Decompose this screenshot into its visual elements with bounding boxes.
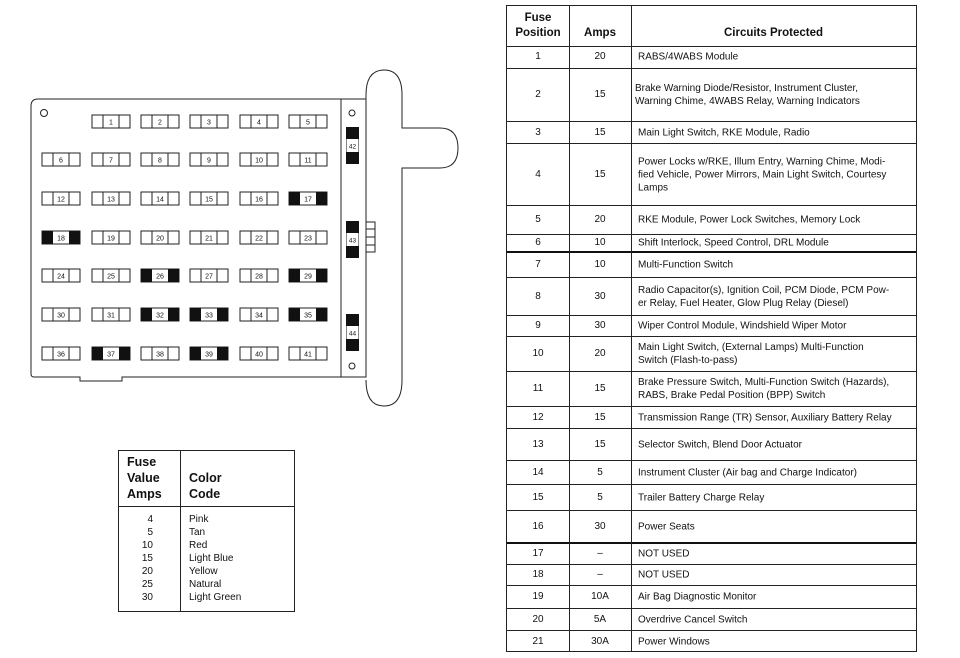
legend-row: 25 Natural bbox=[141, 579, 222, 590]
mounting-bracket bbox=[366, 70, 458, 406]
circuits-protected bbox=[638, 491, 908, 504]
legend-header-amps: Fuse Value Amps bbox=[119, 451, 181, 506]
fuse-label: 26 bbox=[156, 273, 164, 281]
fuse-27 bbox=[190, 269, 228, 282]
circuit-line: Main Light Switch, RKE Module, Radio bbox=[638, 127, 810, 138]
fuse-label: 17 bbox=[304, 196, 312, 204]
legend-row: 30 Light Green bbox=[141, 592, 242, 603]
relay-42 bbox=[346, 127, 359, 164]
fuse-amps: 5A bbox=[593, 613, 607, 625]
fuse-22 bbox=[240, 231, 278, 244]
fuse-position: 19 bbox=[532, 591, 544, 602]
fuse-1 bbox=[92, 115, 130, 128]
circuit-line: Warning Chime, 4WABS Relay, Warning Indicators bbox=[635, 96, 860, 107]
circuit-line: RABS/4WABS Module bbox=[638, 51, 739, 63]
relay-label: 43 bbox=[348, 237, 357, 245]
fuse-position: 21 bbox=[532, 636, 544, 647]
header-amps: Amps bbox=[584, 27, 616, 39]
fuse-position: 3 bbox=[535, 126, 541, 138]
circuits-protected bbox=[638, 466, 908, 479]
fuse-label: 16 bbox=[255, 196, 263, 204]
circuit-line: NOT USED bbox=[638, 548, 690, 560]
fuse-position: 8 bbox=[535, 290, 541, 302]
fuse-position: 2 bbox=[535, 89, 541, 100]
legend-row: 4 Pink bbox=[147, 514, 209, 525]
fuse-amps: – bbox=[597, 548, 603, 559]
fuse-33 bbox=[190, 308, 228, 321]
fuse-label: 40 bbox=[255, 351, 263, 359]
fuse-amps: 20 bbox=[594, 214, 606, 225]
fuse-5 bbox=[289, 115, 327, 128]
fuse-label: 15 bbox=[205, 196, 213, 204]
fuse-label: 25 bbox=[107, 273, 115, 281]
fuse-8 bbox=[141, 153, 179, 166]
header-fuse-position: Fuse Position bbox=[515, 12, 561, 39]
circuits-protected bbox=[638, 320, 908, 333]
circuits-protected bbox=[638, 237, 908, 250]
fuse-label: 19 bbox=[107, 235, 115, 243]
fuse-35 bbox=[289, 308, 327, 321]
fuse-circuit-table bbox=[506, 5, 917, 652]
legend-row: 10 Red bbox=[141, 540, 208, 551]
circuit-line: NOT USED bbox=[638, 569, 690, 581]
fuse-position: 14 bbox=[532, 466, 544, 478]
fuse-label: 1 bbox=[109, 119, 113, 127]
fuse-amps: 10 bbox=[594, 259, 606, 270]
fuse-position: 10 bbox=[532, 348, 544, 359]
fuse-label: 32 bbox=[156, 312, 164, 320]
fuse-6 bbox=[42, 153, 80, 166]
fuse-34 bbox=[240, 308, 278, 321]
fuse-15 bbox=[190, 192, 228, 205]
fuse-label: 21 bbox=[205, 235, 213, 243]
fuse-14 bbox=[141, 192, 179, 205]
fuse-label: 33 bbox=[205, 312, 213, 320]
fuse-label: 12 bbox=[57, 196, 65, 204]
fuse-label: 27 bbox=[205, 273, 213, 281]
fuse-amps: 10A bbox=[591, 591, 609, 602]
fuse-label: 24 bbox=[57, 273, 65, 281]
circuit-line: Trailer Battery Charge Relay bbox=[638, 492, 765, 503]
circuits-protected bbox=[635, 82, 908, 108]
circuit-line: fied Vehicle, Power Mirrors, Main Light Switch, Courtesy bbox=[638, 169, 887, 180]
circuits-protected bbox=[638, 284, 908, 310]
fuse-label: 31 bbox=[107, 312, 115, 320]
circuits-protected bbox=[638, 341, 908, 367]
relay-43 bbox=[346, 221, 359, 258]
fuse-28 bbox=[240, 269, 278, 282]
circuit-line: Transmission Range (TR) Sensor, Auxiliary Battery Relay bbox=[638, 412, 892, 423]
fuse-20 bbox=[141, 231, 179, 244]
fuse-position: 15 bbox=[532, 491, 544, 503]
circuit-line: Shift Interlock, Speed Control, DRL Module bbox=[638, 237, 829, 249]
circuits-protected bbox=[638, 126, 908, 139]
circuits-protected bbox=[638, 548, 908, 561]
fuse-32 bbox=[141, 308, 179, 321]
circuit-line: Radio Capacitor(s), Ignition Coil, PCM Diode, PCM Pow- bbox=[638, 284, 890, 296]
fuse-label: 28 bbox=[255, 273, 263, 281]
circuit-line: Lamps bbox=[638, 182, 669, 193]
fuse-amps: 15 bbox=[594, 411, 606, 423]
fuse-position: 4 bbox=[535, 168, 541, 180]
fuse-label: 13 bbox=[107, 196, 115, 204]
legend-header-color: Color Code bbox=[189, 471, 222, 501]
fuse-position: 12 bbox=[532, 411, 544, 423]
header-circuits-protected: Circuits Protected bbox=[723, 27, 824, 39]
fuse-19 bbox=[92, 231, 130, 244]
legend-row: 20 Yellow bbox=[141, 566, 218, 577]
fuse-label: 4 bbox=[257, 119, 261, 127]
circuit-line: Instrument Cluster (Air bag and Charge Indicator) bbox=[638, 467, 857, 478]
fuse-amps: 20 bbox=[594, 51, 606, 62]
fuse-9 bbox=[190, 153, 228, 166]
circuits-protected bbox=[638, 569, 908, 582]
fuse-label: 34 bbox=[255, 312, 263, 320]
circuits-protected bbox=[638, 214, 908, 227]
mounting-hole bbox=[349, 110, 355, 116]
relay-label: 42 bbox=[348, 143, 357, 151]
circuit-line: Power Locks w/RKE, Illum Entry, Warning Chime, Modi- bbox=[638, 156, 886, 167]
fuse-36 bbox=[42, 347, 80, 360]
fuse-label: 7 bbox=[109, 157, 113, 165]
circuits-protected bbox=[638, 613, 908, 626]
fuse-26 bbox=[141, 269, 179, 282]
fuse-amps: 30 bbox=[594, 320, 606, 331]
fuse-position: 17 bbox=[532, 548, 544, 559]
fuse-18 bbox=[42, 231, 80, 244]
fuse-label: 20 bbox=[156, 235, 164, 243]
circuit-line: er Relay, Fuel Heater, Glow Plug Relay (Diesel) bbox=[638, 297, 849, 309]
circuits-protected bbox=[638, 51, 908, 64]
fuse-position: 11 bbox=[532, 383, 544, 394]
fuse-position: 13 bbox=[532, 438, 544, 450]
fuse-label: 23 bbox=[304, 235, 312, 243]
circuit-line: Power Seats bbox=[638, 521, 695, 532]
fuse-24 bbox=[42, 269, 80, 282]
fuse-label: 22 bbox=[255, 235, 263, 243]
fuse-amps: 5 bbox=[597, 491, 603, 503]
legend-row: 15 Light Blue bbox=[141, 553, 234, 564]
fuse-amps: – bbox=[597, 569, 603, 580]
mounting-hole bbox=[41, 110, 48, 117]
fuse-38 bbox=[141, 347, 179, 360]
relay-label: 44 bbox=[348, 330, 357, 338]
fuse-label: 14 bbox=[156, 196, 164, 204]
fuse-13 bbox=[92, 192, 130, 205]
fuse-label: 38 bbox=[156, 351, 164, 359]
fuse-position: 5 bbox=[535, 214, 541, 225]
circuit-line: Power Windows bbox=[638, 636, 710, 648]
fuse-amps: 30 bbox=[594, 290, 606, 302]
fuse-label: 3 bbox=[207, 119, 211, 127]
fuse-amps: 30A bbox=[591, 636, 609, 647]
circuits-protected bbox=[638, 636, 908, 649]
fuse-amps: 15 bbox=[594, 168, 606, 180]
fuse-position: 1 bbox=[535, 51, 541, 62]
circuits-protected bbox=[638, 591, 908, 604]
fuse-39 bbox=[190, 347, 228, 360]
circuits-protected bbox=[638, 520, 908, 533]
fuse-label: 36 bbox=[57, 351, 65, 359]
fuse-label: 6 bbox=[59, 157, 63, 165]
fuse-position: 6 bbox=[535, 237, 541, 248]
fuse-position: 20 bbox=[532, 613, 544, 625]
fuse-amps: 10 bbox=[594, 237, 606, 248]
fuse-position: 16 bbox=[532, 520, 544, 532]
fuse-position: 18 bbox=[532, 569, 544, 580]
fuse-17 bbox=[289, 192, 327, 205]
fuse-3 bbox=[190, 115, 228, 128]
circuit-line: Main Light Switch, (External Lamps) Multi-Function bbox=[638, 342, 864, 353]
circuit-line: Overdrive Cancel Switch bbox=[638, 614, 748, 625]
fuse-amps: 15 bbox=[594, 126, 606, 138]
fuse-label: 9 bbox=[207, 157, 211, 165]
fuse-12 bbox=[42, 192, 80, 205]
circuit-line: Air Bag Diagnostic Monitor bbox=[638, 591, 757, 603]
circuit-line: Wiper Control Module, Windshield Wiper Motor bbox=[638, 320, 847, 332]
circuit-line: RABS, Brake Pedal Position (BPP) Switch bbox=[638, 390, 826, 401]
circuits-protected bbox=[638, 411, 908, 424]
mounting-hole bbox=[349, 363, 355, 369]
fuse-label: 37 bbox=[107, 351, 115, 359]
fuse-label: 41 bbox=[304, 351, 312, 359]
fuse-label: 35 bbox=[304, 312, 312, 320]
circuits-protected bbox=[638, 438, 908, 451]
fuse-37 bbox=[92, 347, 130, 360]
fuse-2 bbox=[141, 115, 179, 128]
fuse-amps: 5 bbox=[597, 466, 603, 478]
fuse-amps: 15 bbox=[594, 89, 606, 100]
fuse-11 bbox=[289, 153, 327, 166]
fuse-label: 30 bbox=[57, 312, 65, 320]
fuse-7 bbox=[92, 153, 130, 166]
fuse-label: 10 bbox=[255, 157, 263, 165]
fuse-41 bbox=[289, 347, 327, 360]
fuse-16 bbox=[240, 192, 278, 205]
fuse-31 bbox=[92, 308, 130, 321]
fuse-label: 8 bbox=[158, 157, 162, 165]
circuit-line: Multi-Function Switch bbox=[638, 259, 734, 271]
circuit-line: RKE Module, Power Lock Switches, Memory Lock bbox=[638, 214, 861, 226]
relay-44 bbox=[346, 314, 359, 351]
fuse-label: 39 bbox=[205, 351, 213, 359]
circuit-line: Brake Warning Diode/Resistor, Instrument Cluster, bbox=[635, 83, 859, 94]
circuits-protected bbox=[638, 259, 908, 272]
fuse-30 bbox=[42, 308, 80, 321]
fuse-amps: 15 bbox=[594, 383, 606, 394]
fuse-amps: 15 bbox=[594, 438, 606, 450]
fuse-29 bbox=[289, 269, 327, 282]
fuse-amps: 20 bbox=[594, 348, 606, 359]
circuit-line: Switch (Flash-to-pass) bbox=[638, 355, 738, 366]
fuse-position: 9 bbox=[535, 320, 541, 331]
fuse-label: 5 bbox=[306, 119, 310, 127]
fuse-4 bbox=[240, 115, 278, 128]
circuits-protected bbox=[638, 376, 908, 402]
fuse-label: 11 bbox=[304, 157, 312, 165]
fuse-position: 7 bbox=[535, 259, 541, 270]
circuits-protected bbox=[638, 155, 908, 194]
fuse-23 bbox=[289, 231, 327, 244]
fuse-amps: 30 bbox=[594, 520, 606, 532]
fuse-label: 29 bbox=[304, 273, 312, 281]
fuse-10 bbox=[240, 153, 278, 166]
circuit-line: Brake Pressure Switch, Multi-Function Switch (Hazards), bbox=[638, 377, 890, 388]
fuse-21 bbox=[190, 231, 228, 244]
legend-row: 5 Tan bbox=[147, 527, 206, 538]
fuse-label: 18 bbox=[57, 235, 65, 243]
fuse-25 bbox=[92, 269, 130, 282]
fuse-40 bbox=[240, 347, 278, 360]
fuse-panel-diagram bbox=[0, 0, 500, 420]
circuit-line: Selector Switch, Blend Door Actuator bbox=[638, 439, 802, 450]
fuse-color-legend bbox=[118, 450, 295, 612]
fuse-label: 2 bbox=[158, 119, 162, 127]
